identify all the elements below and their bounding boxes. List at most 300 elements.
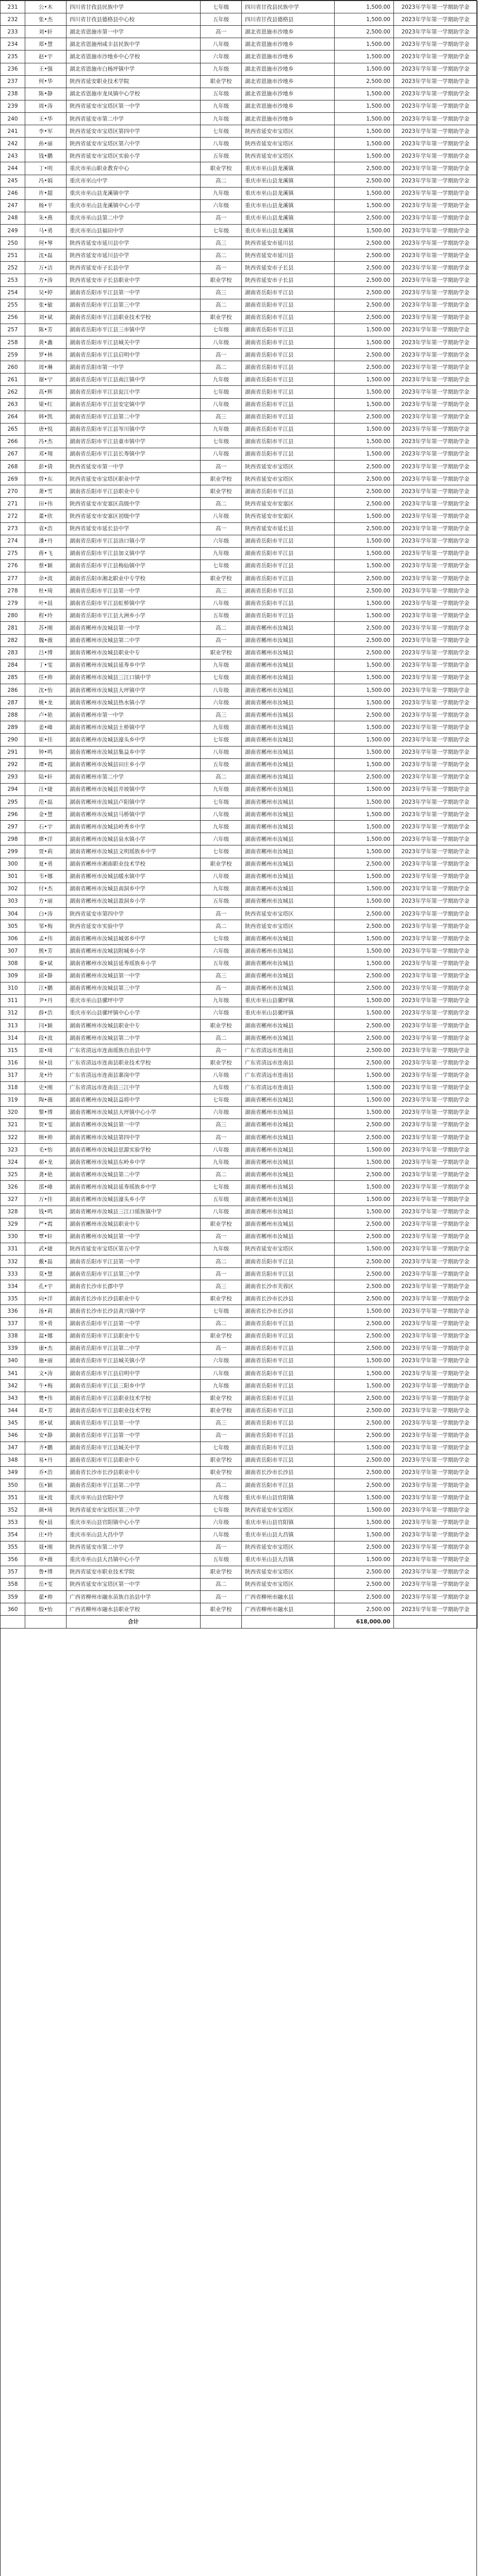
aid-amount-cell: 2,500.00	[335, 1429, 394, 1442]
school-name-cell: 湖南省郴州市汝城县第二中学	[67, 634, 201, 647]
student-name-cell: 庞•波	[25, 1492, 67, 1504]
grade-cell: 九年级	[201, 721, 242, 734]
grade-cell: 五年级	[201, 609, 242, 622]
row-number-cell: 295	[1, 796, 25, 808]
grade-cell: 高三	[201, 1417, 242, 1429]
aid-term-cell: 2023年学年第一学期助学金	[394, 622, 477, 634]
aid-term-cell: 2023年学年第一学期助学金	[394, 1492, 477, 1504]
row-number-cell: 235	[1, 50, 25, 63]
school-name-cell: 重庆市巫山县官阳镇中心小学	[67, 1516, 201, 1529]
student-name-cell: 孔•宇	[25, 1280, 67, 1293]
table-row	[1, 150, 477, 162]
home-address-cell: 湖南省岳阳市平江县	[242, 1367, 335, 1380]
total-blank-cell	[242, 1616, 335, 1629]
aid-amount-cell: 1,500.00	[335, 386, 394, 398]
grade-cell: 八年级	[201, 1206, 242, 1218]
grade-cell: 职业学校	[201, 1566, 242, 1578]
row-number-cell: 289	[1, 721, 25, 734]
aid-amount-cell: 1,500.00	[335, 1367, 394, 1380]
grade-cell: 五年级	[201, 957, 242, 970]
grade-cell: 九年级	[201, 1156, 242, 1168]
aid-roster-table	[0, 1, 477, 1629]
aid-amount-cell: 1,500.00	[335, 435, 394, 448]
aid-amount-cell: 2,500.00	[335, 982, 394, 994]
grade-cell: 七年级	[201, 1094, 242, 1106]
row-number-cell: 334	[1, 1280, 25, 1293]
student-name-cell: 周•涛	[25, 100, 67, 112]
row-number-cell: 285	[1, 671, 25, 684]
table-row	[1, 386, 477, 398]
school-name-cell: 陕西省延安市安塞区高级中学	[67, 498, 201, 510]
aid-term-cell: 2023年学年第一学期助学金	[394, 560, 477, 572]
aid-amount-cell: 2,500.00	[335, 1057, 394, 1069]
grade-cell: 高二	[201, 175, 242, 187]
school-name-cell: 湖南省岳阳市平江县启明中学	[67, 349, 201, 361]
table-row	[1, 1256, 477, 1268]
student-name-cell: 薛•浩	[25, 1007, 67, 1019]
grade-cell: 职业学校	[201, 1466, 242, 1479]
aid-amount-cell: 2,500.00	[335, 299, 394, 311]
row-number-cell: 258	[1, 336, 25, 348]
row-number-cell: 312	[1, 1007, 25, 1019]
row-number-cell: 323	[1, 1144, 25, 1156]
table-row	[1, 212, 477, 224]
aid-term-cell: 2023年学年第一学期助学金	[394, 1566, 477, 1578]
school-name-cell: 湖南省岳阳市平江县加义镇中学	[67, 547, 201, 560]
student-name-cell: 陶•薇	[25, 1094, 67, 1106]
grade-cell: 九年级	[201, 63, 242, 75]
aid-amount-cell: 2,500.00	[335, 473, 394, 485]
aid-amount-cell: 1,500.00	[335, 1380, 394, 1392]
home-address-cell: 湖南省郴州市汝城县	[242, 783, 335, 795]
student-name-cell: 康•杰	[25, 1342, 67, 1354]
table-row	[1, 796, 477, 808]
row-number-cell: 304	[1, 907, 25, 920]
student-name-cell: 付•杰	[25, 883, 67, 895]
table-row	[1, 1094, 477, 1106]
table-row	[1, 609, 477, 622]
table-row	[1, 374, 477, 386]
grade-cell: 八年级	[201, 336, 242, 348]
row-number-cell: 356	[1, 1553, 25, 1566]
school-name-cell: 广西省柳州市融水县职业学校	[67, 1603, 201, 1616]
home-address-cell: 湖南省岳阳市平江县	[242, 1342, 335, 1354]
aid-amount-cell: 2,500.00	[335, 75, 394, 88]
school-name-cell: 湖南省郴州市汝城县盈洞乡小学	[67, 895, 201, 907]
aid-term-cell: 2023年学年第一学期助学金	[394, 1404, 477, 1417]
student-name-cell: 杨•平	[25, 199, 67, 212]
home-address-cell: 湖南省郴州市汝城县	[242, 1144, 335, 1156]
aid-amount-cell: 2,500.00	[335, 1417, 394, 1429]
row-number-cell: 278	[1, 585, 25, 597]
table-row	[1, 833, 477, 845]
home-address-cell: 湖南省岳阳市平江县	[242, 485, 335, 498]
aid-amount-cell: 2,500.00	[335, 585, 394, 597]
table-row	[1, 75, 477, 88]
total-row	[1, 1616, 477, 1629]
grade-cell: 九年级	[201, 100, 242, 112]
student-name-cell: 韩•凯	[25, 411, 67, 423]
row-number-cell: 339	[1, 1342, 25, 1354]
grade-cell: 高二	[201, 1317, 242, 1330]
row-number-cell: 301	[1, 870, 25, 883]
grade-cell: 高二	[201, 1256, 242, 1268]
aid-term-cell: 2023年学年第一学期助学金	[394, 286, 477, 299]
table-row	[1, 286, 477, 299]
aid-amount-cell: 1,500.00	[335, 1442, 394, 1454]
table-row	[1, 1293, 477, 1305]
row-number-cell: 251	[1, 249, 25, 262]
row-number-cell: 255	[1, 299, 25, 311]
student-name-cell: 丁•雯	[25, 659, 67, 671]
aid-term-cell: 2023年学年第一学期助学金	[394, 1019, 477, 1031]
row-number-cell: 360	[1, 1603, 25, 1616]
home-address-cell: 湖南省岳阳市平江县	[242, 386, 335, 398]
table-row	[1, 858, 477, 870]
home-address-cell: 湖南省岳阳市平江县	[242, 535, 335, 547]
aid-term-cell: 2023年学年第一学期助学金	[394, 597, 477, 609]
grade-cell: 高一	[201, 1342, 242, 1354]
student-name-cell: 颜•琦	[25, 1504, 67, 1516]
student-name-cell: 牛•梅	[25, 1380, 67, 1392]
student-name-cell: 卢•艳	[25, 709, 67, 721]
school-name-cell: 湖南省岳阳市平江县第二中学	[67, 1479, 201, 1492]
student-name-cell: 郝•龙	[25, 1156, 67, 1168]
row-number-cell: 274	[1, 535, 25, 547]
aid-term-cell: 2023年学年第一学期助学金	[394, 721, 477, 734]
row-number-cell: 275	[1, 547, 25, 560]
aid-amount-cell: 1,500.00	[335, 125, 394, 138]
aid-term-cell: 2023年学年第一学期助学金	[394, 1442, 477, 1454]
home-address-cell: 湖南省郴州市汝城县	[242, 634, 335, 647]
school-name-cell: 湖南省岳阳市平江县城关镇小学	[67, 1354, 201, 1367]
school-name-cell: 广东省清远市连南县三江中学	[67, 1081, 201, 1094]
table-row	[1, 1578, 477, 1590]
aid-term-cell: 2023年学年第一学期助学金	[394, 1466, 477, 1479]
home-address-cell: 湖南省郴州市汝城县	[242, 982, 335, 994]
aid-amount-cell: 2,500.00	[335, 1404, 394, 1417]
row-number-cell: 246	[1, 187, 25, 199]
row-number-cell: 327	[1, 1193, 25, 1206]
aid-term-cell: 2023年学年第一学期助学金	[394, 609, 477, 622]
school-name-cell: 湖南省岳阳市平江县城关中学	[67, 1442, 201, 1454]
school-name-cell: 陕西省延安市延长县中学	[67, 522, 201, 535]
student-name-cell: 吴•婷	[25, 286, 67, 299]
student-name-cell: 姜•峰	[25, 721, 67, 734]
home-address-cell: 湖北省恩施市沙地乡	[242, 75, 335, 88]
school-name-cell: 湖南省郴州市汝城县第一中学	[67, 1118, 201, 1131]
home-address-cell: 湖南省郴州市汝城县	[242, 746, 335, 758]
home-address-cell: 重庆市巫山县龙溪镇	[242, 199, 335, 212]
aid-term-cell: 2023年学年第一学期助学金	[394, 1243, 477, 1255]
aid-amount-cell: 2,500.00	[335, 411, 394, 423]
grade-cell: 职业学校	[201, 1330, 242, 1342]
row-number-cell: 261	[1, 374, 25, 386]
school-name-cell: 陕西省延安市宝塔区第一中学	[67, 100, 201, 112]
aid-amount-cell: 2,500.00	[335, 1566, 394, 1578]
home-address-cell: 广西省柳州市融水县	[242, 1591, 335, 1603]
table-row	[1, 1330, 477, 1342]
aid-amount-cell: 2,500.00	[335, 249, 394, 262]
home-address-cell: 湖南省郴州市汝城县	[242, 933, 335, 945]
aid-term-cell: 2023年学年第一学期助学金	[394, 1218, 477, 1230]
row-number-cell: 263	[1, 398, 25, 411]
home-address-cell: 广东省清远市连南县	[242, 1081, 335, 1094]
grade-cell: 九年级	[201, 112, 242, 125]
row-number-cell: 326	[1, 1181, 25, 1193]
aid-amount-cell: 1,500.00	[335, 783, 394, 795]
grade-cell: 高一	[201, 634, 242, 647]
table-row	[1, 1466, 477, 1479]
home-address-cell: 湖南省岳阳市平江县	[242, 435, 335, 448]
aid-term-cell: 2023年学年第一学期助学金	[394, 498, 477, 510]
student-name-cell: 方•涛	[25, 274, 67, 286]
grade-cell: 八年级	[201, 510, 242, 522]
table-row	[1, 187, 477, 199]
student-name-cell: 杜•琦	[25, 585, 67, 597]
student-name-cell: 贾•莉	[25, 845, 67, 858]
school-name-cell: 湖南省岳阳市平江县职业中专	[67, 485, 201, 498]
aid-amount-cell: 1,500.00	[335, 398, 394, 411]
row-number-cell: 359	[1, 1591, 25, 1603]
table-row	[1, 920, 477, 933]
grade-cell: 高三	[201, 709, 242, 721]
table-row	[1, 1317, 477, 1330]
table-row	[1, 1342, 477, 1354]
student-name-cell: 罗•林	[25, 349, 67, 361]
aid-amount-cell: 1,500.00	[335, 1354, 394, 1367]
school-name-cell: 重庆市巫山县福田中学	[67, 224, 201, 236]
home-address-cell: 湖南省长沙市长沙县	[242, 1305, 335, 1317]
aid-amount-cell: 1,500.00	[335, 1553, 394, 1566]
table-row	[1, 1380, 477, 1392]
grade-cell: 职业学校	[201, 311, 242, 324]
table-row	[1, 808, 477, 821]
home-address-cell: 重庆市巫山县大昌镇	[242, 1553, 335, 1566]
grade-cell: 高三	[201, 585, 242, 597]
aid-amount-cell: 1,500.00	[335, 870, 394, 883]
school-name-cell: 湖南省郴州市湘南职业技术学校	[67, 858, 201, 870]
row-number-cell: 254	[1, 286, 25, 299]
grade-cell: 高一	[201, 212, 242, 224]
aid-term-cell: 2023年学年第一学期助学金	[394, 522, 477, 535]
home-address-cell: 湖南省岳阳市平江县	[242, 597, 335, 609]
grade-cell: 五年级	[201, 1193, 242, 1206]
aid-amount-cell: 1,500.00	[335, 1106, 394, 1118]
aid-amount-cell: 2,500.00	[335, 572, 394, 585]
home-address-cell: 湖南省郴州市汝城县	[242, 821, 335, 833]
aid-term-cell: 2023年学年第一学期助学金	[394, 697, 477, 709]
student-name-cell: 谢•宁	[25, 374, 67, 386]
aid-amount-cell: 1,500.00	[335, 659, 394, 671]
student-name-cell: 汤•莉	[25, 1305, 67, 1317]
table-row	[1, 112, 477, 125]
grade-cell: 八年级	[201, 597, 242, 609]
aid-term-cell: 2023年学年第一学期助学金	[394, 1479, 477, 1492]
school-name-cell: 湖南省郴州市汝城县井坡镇中学	[67, 783, 201, 795]
grade-cell: 职业学校	[201, 473, 242, 485]
student-name-cell: 吕•博	[25, 647, 67, 659]
home-address-cell: 陕西省延安市宝塔区	[242, 1243, 335, 1255]
home-address-cell: 湖南省郴州市汝城县	[242, 1106, 335, 1118]
table-row	[1, 1032, 477, 1044]
row-number-cell: 354	[1, 1529, 25, 1541]
aid-amount-cell: 2,500.00	[335, 622, 394, 634]
row-number-cell: 236	[1, 63, 25, 75]
aid-term-cell: 2023年学年第一学期助学金	[394, 821, 477, 833]
grade-cell: 高一	[201, 262, 242, 274]
table-row	[1, 1144, 477, 1156]
school-name-cell: 陕西省延安市宝塔区实验小学	[67, 150, 201, 162]
student-name-cell: 覃•轩	[25, 1230, 67, 1243]
grade-cell: 五年级	[201, 895, 242, 907]
student-name-cell: 樊•伟	[25, 1392, 67, 1404]
home-address-cell: 湖南省岳阳市平江县	[242, 1268, 335, 1280]
home-address-cell: 湖南省岳阳市平江县	[242, 1442, 335, 1454]
aid-term-cell: 2023年学年第一学期助学金	[394, 858, 477, 870]
student-name-cell: 金•慧	[25, 808, 67, 821]
aid-term-cell: 2023年学年第一学期助学金	[394, 684, 477, 697]
aid-term-cell: 2023年学年第一学期助学金	[394, 945, 477, 957]
student-name-cell: 汪•婕	[25, 783, 67, 795]
student-name-cell: 廖•洋	[25, 833, 67, 845]
home-address-cell: 湖南省郴州市汝城县	[242, 1168, 335, 1181]
row-number-cell: 290	[1, 734, 25, 746]
student-name-cell: 潘•丹	[25, 535, 67, 547]
home-address-cell: 湖南省岳阳市平江县	[242, 361, 335, 374]
aid-term-cell: 2023年学年第一学期助学金	[394, 361, 477, 374]
home-address-cell: 湖南省郴州市汝城县	[242, 647, 335, 659]
home-address-cell: 湖南省郴州市汝城县	[242, 833, 335, 845]
grade-cell: 六年级	[201, 697, 242, 709]
school-name-cell: 陕西省延安市子长县中学	[67, 262, 201, 274]
row-number-cell: 270	[1, 485, 25, 498]
student-name-cell: 孟•伟	[25, 933, 67, 945]
home-address-cell: 陕西省延安市延长县	[242, 522, 335, 535]
aid-term-cell: 2023年学年第一学期助学金	[394, 1429, 477, 1442]
student-name-cell: 韦•娜	[25, 870, 67, 883]
aid-amount-cell: 2,500.00	[335, 1603, 394, 1616]
student-name-cell: 袁•浩	[25, 522, 67, 535]
table-row	[1, 1057, 477, 1069]
row-number-cell: 347	[1, 1442, 25, 1454]
table-row	[1, 498, 477, 510]
school-name-cell: 湖南省岳阳市平江县第一中学	[67, 1317, 201, 1330]
school-name-cell: 湖南省郴州市汝城县第四中学	[67, 1131, 201, 1143]
home-address-cell: 陕西省延安市宝塔区	[242, 1578, 335, 1590]
aid-amount-cell: 2,500.00	[335, 1168, 394, 1181]
row-number-cell: 256	[1, 311, 25, 324]
row-number-cell: 240	[1, 112, 25, 125]
grade-cell: 职业学校	[201, 572, 242, 585]
grade-cell: 九年级	[201, 187, 242, 199]
aid-term-cell: 2023年学年第一学期助学金	[394, 485, 477, 498]
table-row	[1, 336, 477, 348]
aid-term-cell: 2023年学年第一学期助学金	[394, 1293, 477, 1305]
table-row	[1, 758, 477, 771]
table-row	[1, 1553, 477, 1566]
school-name-cell: 湖南省郴州市汝城县第二中学	[67, 1168, 201, 1181]
table-row	[1, 311, 477, 324]
grade-cell: 职业学校	[201, 274, 242, 286]
table-row	[1, 647, 477, 659]
row-number-cell: 241	[1, 125, 25, 138]
aid-term-cell: 2023年学年第一学期助学金	[394, 473, 477, 485]
aid-amount-cell: 1,500.00	[335, 1181, 394, 1193]
home-address-cell: 湖南省郴州市汝城县	[242, 957, 335, 970]
table-row	[1, 1404, 477, 1417]
aid-term-cell: 2023年学年第一学期助学金	[394, 262, 477, 274]
grade-cell: 高二	[201, 299, 242, 311]
grade-cell: 高三	[201, 237, 242, 249]
school-name-cell: 陕西省延安市宝塔区职业中学	[67, 473, 201, 485]
home-address-cell: 湖南省岳阳市平江县	[242, 585, 335, 597]
grade-cell: 六年级	[201, 945, 242, 957]
school-name-cell: 广东省清远市连南县寨岗中学	[67, 1069, 201, 1081]
school-name-cell: 湖南省岳阳市平江县第一中学	[67, 1417, 201, 1429]
row-number-cell: 244	[1, 162, 25, 175]
aid-term-cell: 2023年学年第一学期助学金	[394, 783, 477, 795]
grade-cell: 六年级	[201, 535, 242, 547]
row-number-cell: 328	[1, 1206, 25, 1218]
row-number-cell: 349	[1, 1466, 25, 1479]
aid-term-cell: 2023年学年第一学期助学金	[394, 411, 477, 423]
school-name-cell: 陕西省延安市第四中学	[67, 907, 201, 920]
table-row	[1, 1118, 477, 1131]
aid-term-cell: 2023年学年第一学期助学金	[394, 162, 477, 175]
student-name-cell: 方•丽	[25, 895, 67, 907]
school-name-cell: 湖南省郴州市汝城县第三中学	[67, 982, 201, 994]
aid-amount-cell: 2,500.00	[335, 1280, 394, 1293]
student-name-cell: 殷•怡	[25, 1603, 67, 1616]
aid-amount-cell: 1,500.00	[335, 150, 394, 162]
aid-term-cell: 2023年学年第一学期助学金	[394, 796, 477, 808]
row-number-cell: 238	[1, 88, 25, 100]
row-number-cell: 300	[1, 858, 25, 870]
aid-term-cell: 2023年学年第一学期助学金	[394, 870, 477, 883]
aid-term-cell: 2023年学年第一学期助学金	[394, 1553, 477, 1566]
student-name-cell: 蒋•飞	[25, 547, 67, 560]
school-name-cell: 湖南省岳阳市湘北职业中专学校	[67, 572, 201, 585]
aid-term-cell: 2023年学年第一学期助学金	[394, 1106, 477, 1118]
student-name-cell: 顾•帅	[25, 1131, 67, 1143]
grade-cell: 六年级	[201, 199, 242, 212]
table-row	[1, 448, 477, 460]
row-number-cell: 343	[1, 1392, 25, 1404]
school-name-cell: 湖南省岳阳市平江县职业技术学校	[67, 1392, 201, 1404]
row-number-cell: 252	[1, 262, 25, 274]
row-number-cell: 257	[1, 324, 25, 336]
grade-cell: 九年级	[201, 659, 242, 671]
student-name-cell: 莫•慧	[25, 1268, 67, 1280]
school-name-cell: 湖南省郴州市汝城县延寿乡中学	[67, 659, 201, 671]
aid-term-cell: 2023年学年第一学期助学金	[394, 1417, 477, 1429]
home-address-cell: 湖南省岳阳市平江县	[242, 299, 335, 311]
school-name-cell: 陕西省延安市第一中学	[67, 461, 201, 473]
aid-amount-cell: 1,500.00	[335, 13, 394, 26]
student-name-cell: 葛•芳	[25, 1404, 67, 1417]
grade-cell: 高一	[201, 1044, 242, 1057]
home-address-cell: 湖南省岳阳市平江县	[242, 1330, 335, 1342]
aid-term-cell: 2023年学年第一学期助学金	[394, 1032, 477, 1044]
school-name-cell: 湖南省岳阳市平江县第二中学	[67, 1342, 201, 1354]
row-number-cell: 322	[1, 1131, 25, 1143]
student-name-cell: 任•帅	[25, 671, 67, 684]
aid-amount-cell: 2,500.00	[335, 647, 394, 659]
aid-amount-cell: 2,500.00	[335, 1342, 394, 1354]
student-name-cell: 乔•浩	[25, 1466, 67, 1479]
student-name-cell: 田•伟	[25, 498, 67, 510]
